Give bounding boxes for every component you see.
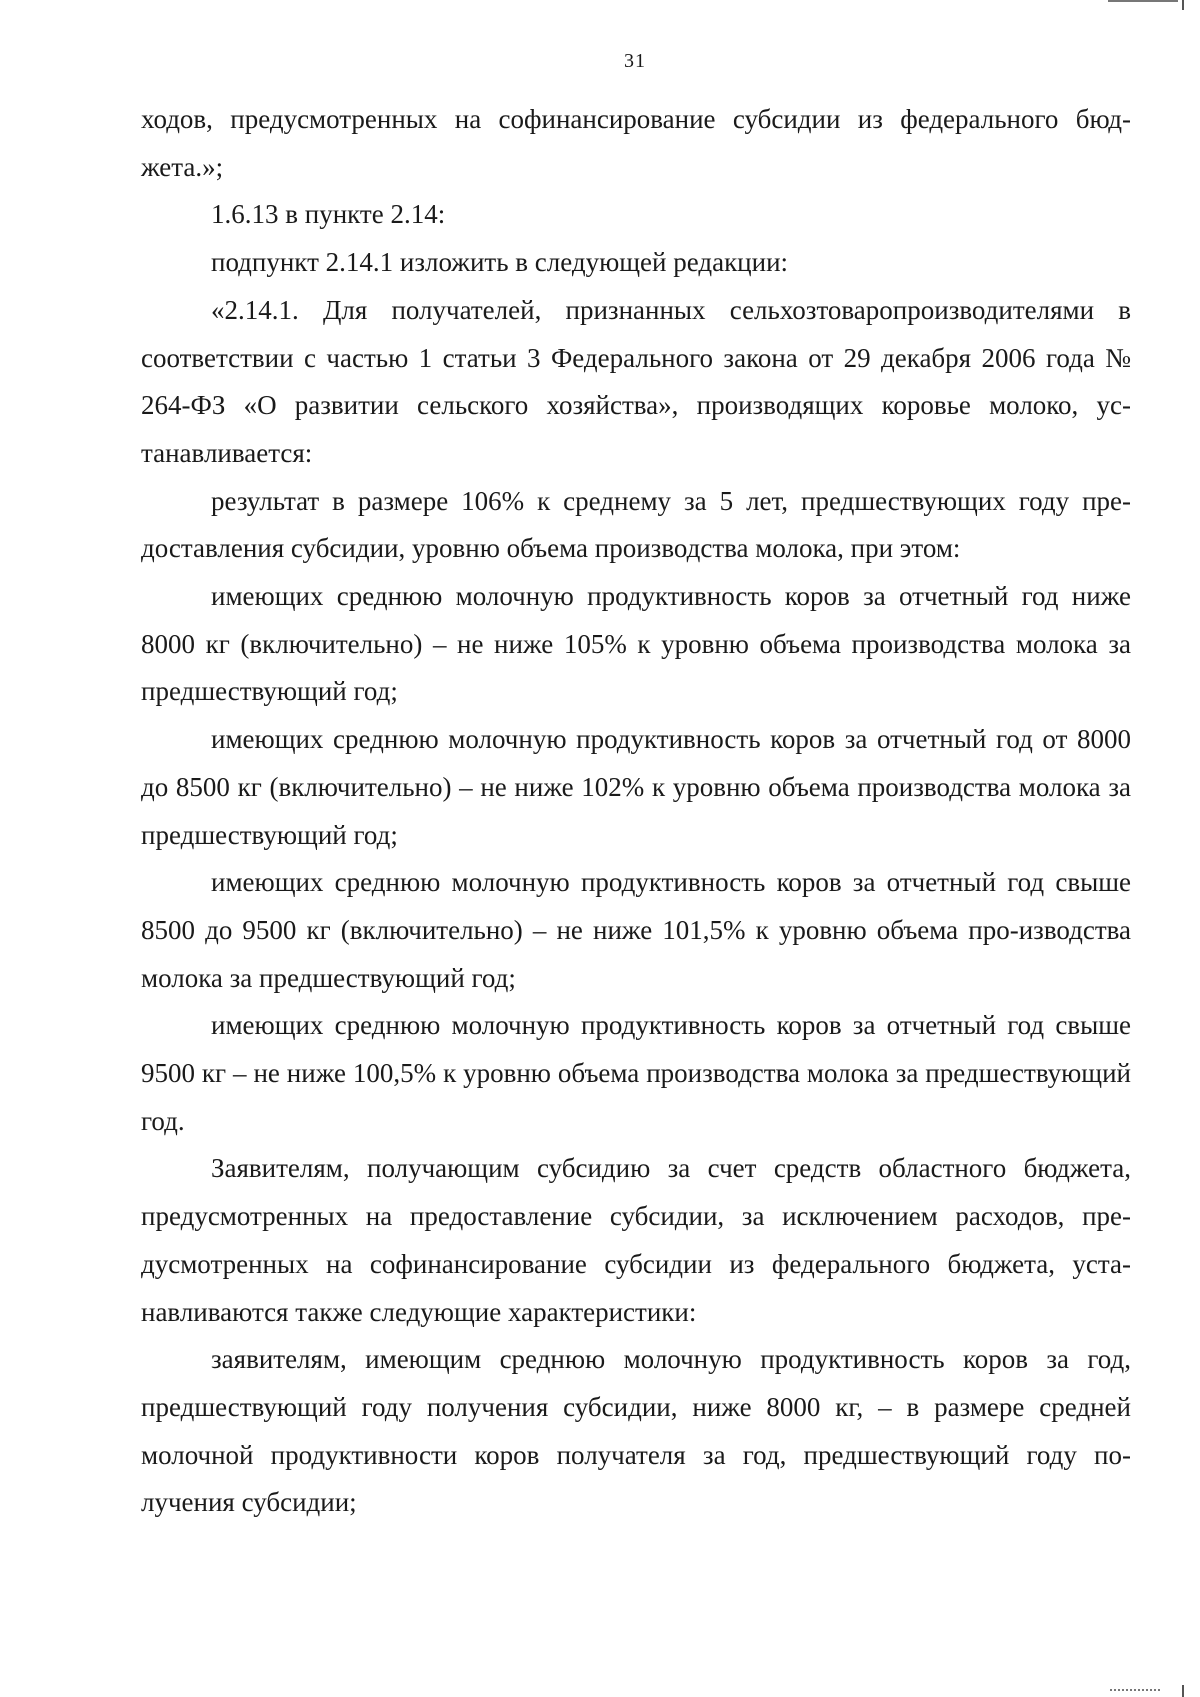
paragraph-item-heading: 1.6.13 в пункте 2.14: — [211, 199, 446, 230]
scan-edge-mark — [1108, 0, 1178, 5]
document-body — [141, 96, 1131, 1527]
paragraph-condition-below-8000: имеющих среднюю молочную продуктивность коров за отчетный год ниже 8000 кг (включительно) – не ниже 105% к уровню объема производства молока за предшествующий год; — [141, 581, 1131, 707]
scan-edge-tick — [1182, 0, 1184, 10]
paragraph-condition-8500-9500: имеющих среднюю молочную продуктивность коров за отчетный год свыше 8500 до 9500 кг (включительно) – не ниже 101,5% к уровню объема про-изводства молока за предшествующий год; — [141, 867, 1131, 993]
paragraph-result: результат в размере 106% к среднему за 5 лет, предшествующих году пре-доставления субсидии, уровню объема производства молока, при этом: — [141, 485, 1131, 564]
paragraph-subitem-instruction: подпункт 2.14.1 изложить в следующей редакции: — [211, 247, 789, 278]
paragraph-continuation: ходов, предусмотренных на софинансирование субсидии из федерального бюд-жета.»; — [141, 104, 1131, 182]
paragraph-condition-8000-8500: имеющих среднюю молочную продуктивность коров за отчетный год от 8000 до 8500 кг (включительно) – не ниже 102% к уровню объема производства молока за предшествующий год; — [141, 724, 1131, 850]
paragraph-applicants-regional: Заявителям, получающим субсидию за счет средств областного бюджета, предусмотренных на предоставление субсидии, за исключением расходов, пре-дусмотренных на софинансирование субсидии из федерального бюджета, уста-навливаются также следующие характеристики: — [141, 1153, 1131, 1327]
paragraph-applicants-below-8000: заявителям, имеющим среднюю молочную продуктивность коров за год, предшествующий году получения субсидии, ниже 8000 кг, – в размере средней молочной продуктивности коров получателя за год, предшествующий году по-лучения субсидии; — [141, 1344, 1131, 1518]
paragraph-condition-above-9500: имеющих среднюю молочную продуктивность коров за отчетный год свыше 9500 кг – не ниже 100,5% к уровню объема производства молока за предшествующий год. — [141, 1010, 1131, 1136]
scan-edge-tick — [1182, 1685, 1184, 1697]
scan-edge-mark — [1110, 1686, 1160, 1691]
paragraph-recipients: «2.14.1. Для получателей, признанных сельхозтоваропроизводителями в соответствии с частью 1 статьи 3 Федерального закона от 29 декабря 2006 года № 264-ФЗ «О развитии сельского хозяйства», производящих коровье молоко, ус-танавливается: — [141, 294, 1131, 468]
page-number: 31 — [624, 50, 646, 72]
